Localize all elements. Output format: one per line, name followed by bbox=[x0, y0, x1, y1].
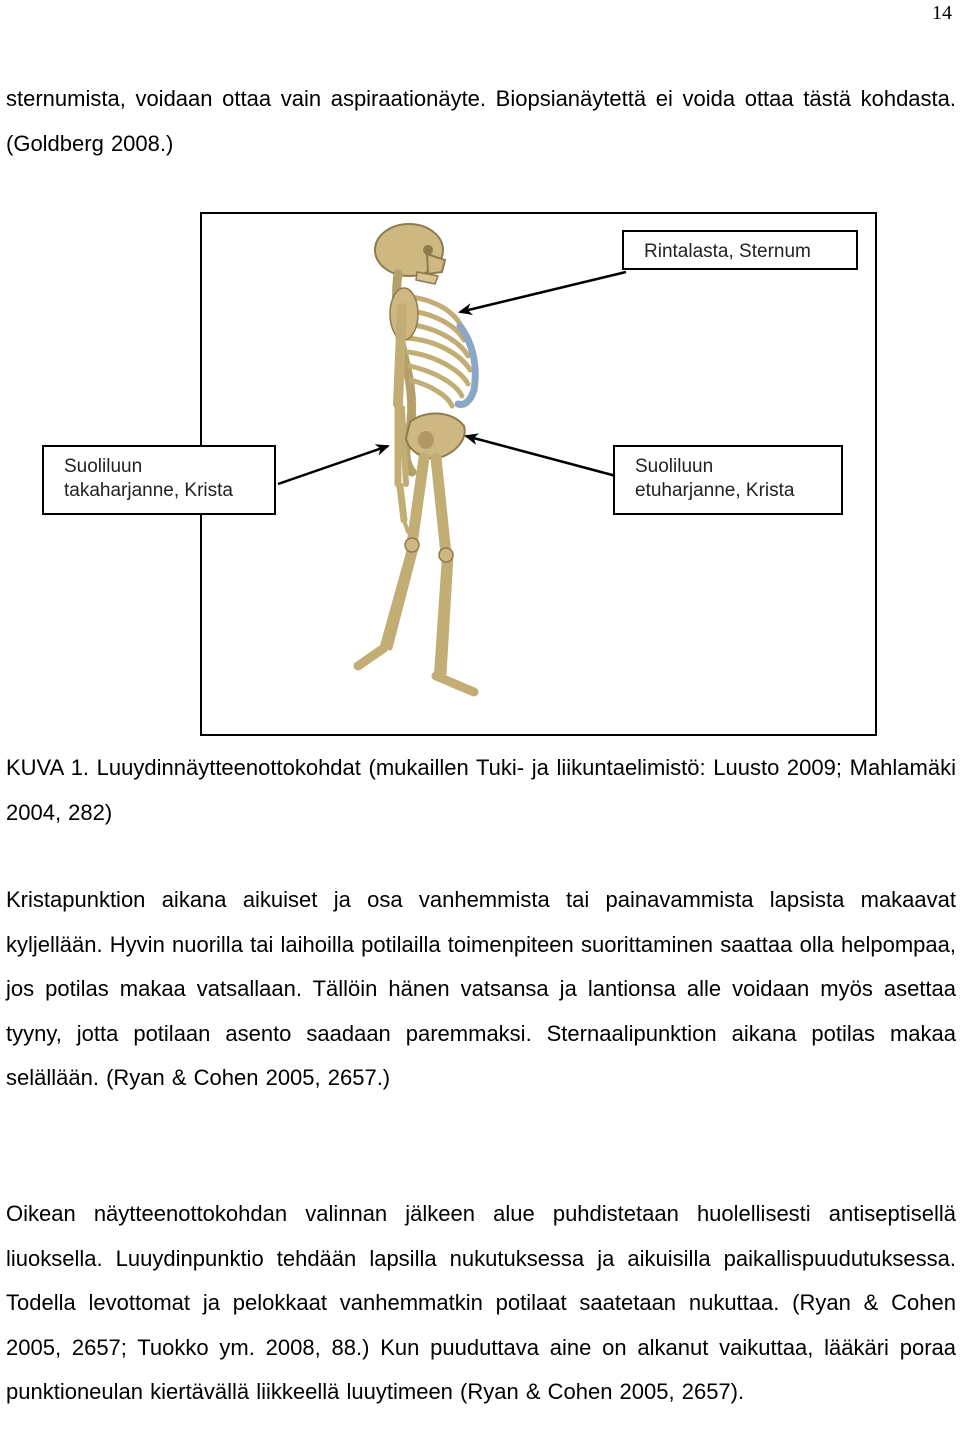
label-posterior-line2: takaharjanne, Krista bbox=[64, 480, 233, 501]
label-posterior-line1: Suoliluun bbox=[64, 456, 143, 477]
page-number: 14 bbox=[932, 2, 952, 24]
intro-paragraph: sternumista, voidaan ottaa vain aspiraationäyte. Biopsianäytettä ei voida ottaa tästä kohdasta. (Goldberg 2008.) bbox=[6, 86, 956, 156]
label-anterior-line1: Suoliluun bbox=[635, 456, 714, 477]
arrow-posterior bbox=[278, 446, 388, 484]
paragraph-patient-position: Kristapunktion aikana aikuiset ja osa vanhemmista tai painavammista lapsista makaavat kyljellään. Hyvin nuorilla tai laihoilla potilailla toimenpiteen suorittaminen saattaa olla helpompaa, jos potilas makaa vatsallaan. Tällöin hänen vatsansa ja lantionsa alle voidaan myös asettaa tyyny, jotta potilaan asento saadaan paremmaksi. Sternaalipunktion aikana potilas makaa selällään. (Ryan & Cohen 2005, 2657.) bbox=[6, 887, 956, 1091]
label-anterior-iliac-crest bbox=[613, 445, 843, 515]
legs bbox=[358, 458, 474, 692]
skull bbox=[375, 224, 445, 284]
label-sternum bbox=[622, 230, 858, 270]
arrow-sternum bbox=[460, 272, 626, 312]
arm bbox=[398, 308, 408, 532]
label-anterior-line2: etuharjanne, Krista bbox=[635, 480, 795, 501]
figure-caption: KUVA 1. Luuydinnäytteenottokohdat (mukaillen Tuki- ja liikuntaelimistö: Luusto 2009; Mahlamäki 2004, 282) bbox=[6, 755, 956, 825]
label-posterior-iliac-crest bbox=[42, 445, 276, 515]
pelvis bbox=[406, 413, 465, 458]
label-sternum-text: Rintalasta, Sternum bbox=[644, 241, 811, 262]
paragraph-after-site-selection: Oikean näytteenottokohdan valinnan jälkeen alue puhdistetaan huolellisesti antiseptisellä liuoksella. Luuydinpunktio tehdään lapsilla nukutuksessa ja aikuisilla paikallispuudutuksessa. Todella levottomat ja pelokkaat vanhemmatkin potilaat saatetaan nukuttaa. (Ryan & Cohen 2005, 2657; Tuokko ym. 2008, 88.) Kun puuduttava aine on alkanut vaikuttaa, lääkäri poraa punktioneulan kiertävällä liikkeellä luuytimeen (Ryan & Cohen 2005, 2657). bbox=[6, 1201, 956, 1405]
arrow-anterior bbox=[466, 436, 616, 476]
